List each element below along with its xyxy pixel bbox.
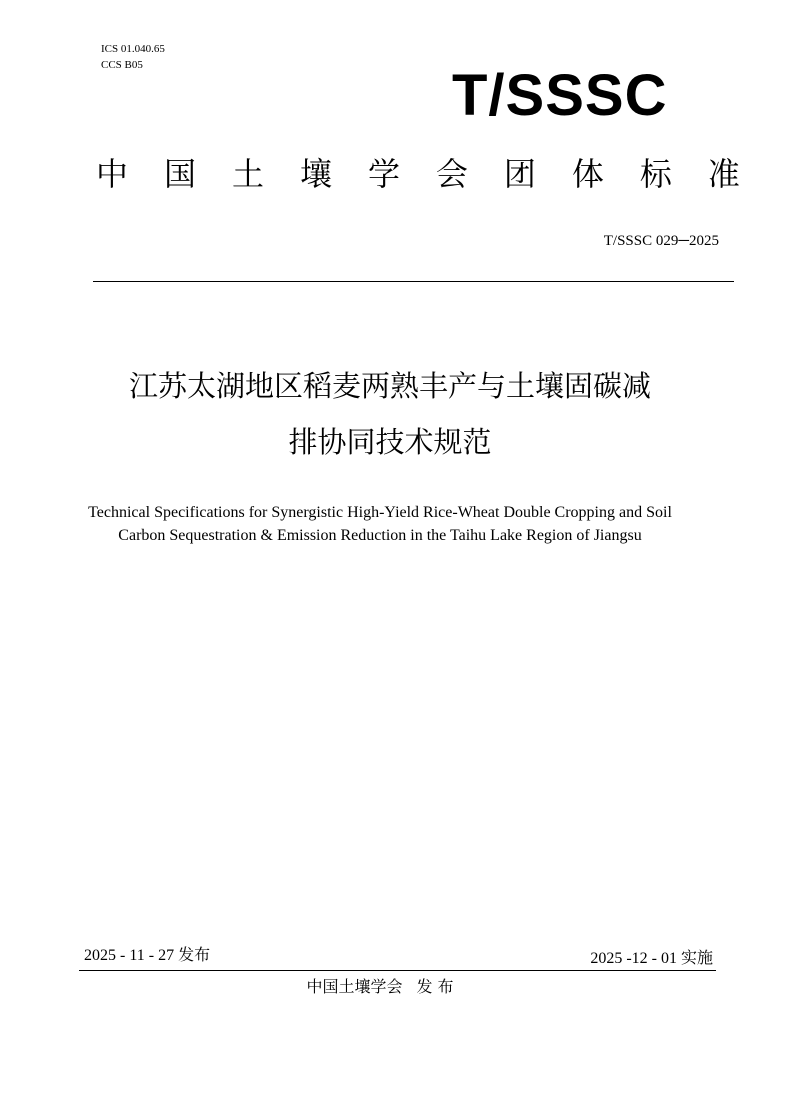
ccs-code: CCS B05 (101, 59, 143, 71)
publisher-name: 中国土壤学会 (306, 977, 403, 996)
top-divider (93, 281, 734, 282)
standard-type-char: 会 (435, 155, 468, 193)
bottom-divider (79, 970, 716, 971)
standard-type-char: 学 (367, 155, 400, 193)
standard-type-char: 土 (231, 155, 264, 193)
standard-logo: T/SSSC (452, 63, 668, 128)
publisher-action: 发 布 (416, 977, 454, 996)
issue-date-label: 发布 (178, 945, 211, 964)
standard-type-char: 标 (639, 155, 672, 193)
chinese-title-line-2: 排协同技术规范 (288, 425, 492, 459)
implementation-date-label: 实施 (680, 948, 713, 967)
standard-type-char: 体 (571, 155, 604, 193)
standard-type-char: 准 (707, 155, 740, 193)
standard-type-char: 中 (96, 155, 129, 193)
standard-number: T/SSSC 029─2025 (603, 233, 719, 249)
implementation-date (500, 948, 713, 969)
standard-type-char: 国 (163, 155, 196, 193)
issue-date (84, 945, 210, 966)
chinese-title (40, 358, 740, 470)
standard-type-heading (96, 154, 740, 194)
classification-codes (101, 41, 165, 73)
english-title: Technical Specifications for Synergistic High-Yield Rice-Wheat Double Cropping and Soil Carbon Sequestration & Emission Reduction in the Taihu Lake Region of Jiangsu (88, 504, 672, 544)
implementation-date-value: 2025 -12 - 01 (590, 950, 677, 967)
issue-date-value: 2025 - 11 - 27 (84, 947, 175, 964)
chinese-title-line-1: 江苏太湖地区稻麦两熟丰产与土壤固碳减 (128, 369, 651, 403)
standard-type-char: 壤 (299, 155, 332, 193)
standard-type-char: 团 (503, 155, 536, 193)
publisher (240, 976, 520, 998)
ics-code: ICS 01.040.65 (101, 43, 165, 55)
